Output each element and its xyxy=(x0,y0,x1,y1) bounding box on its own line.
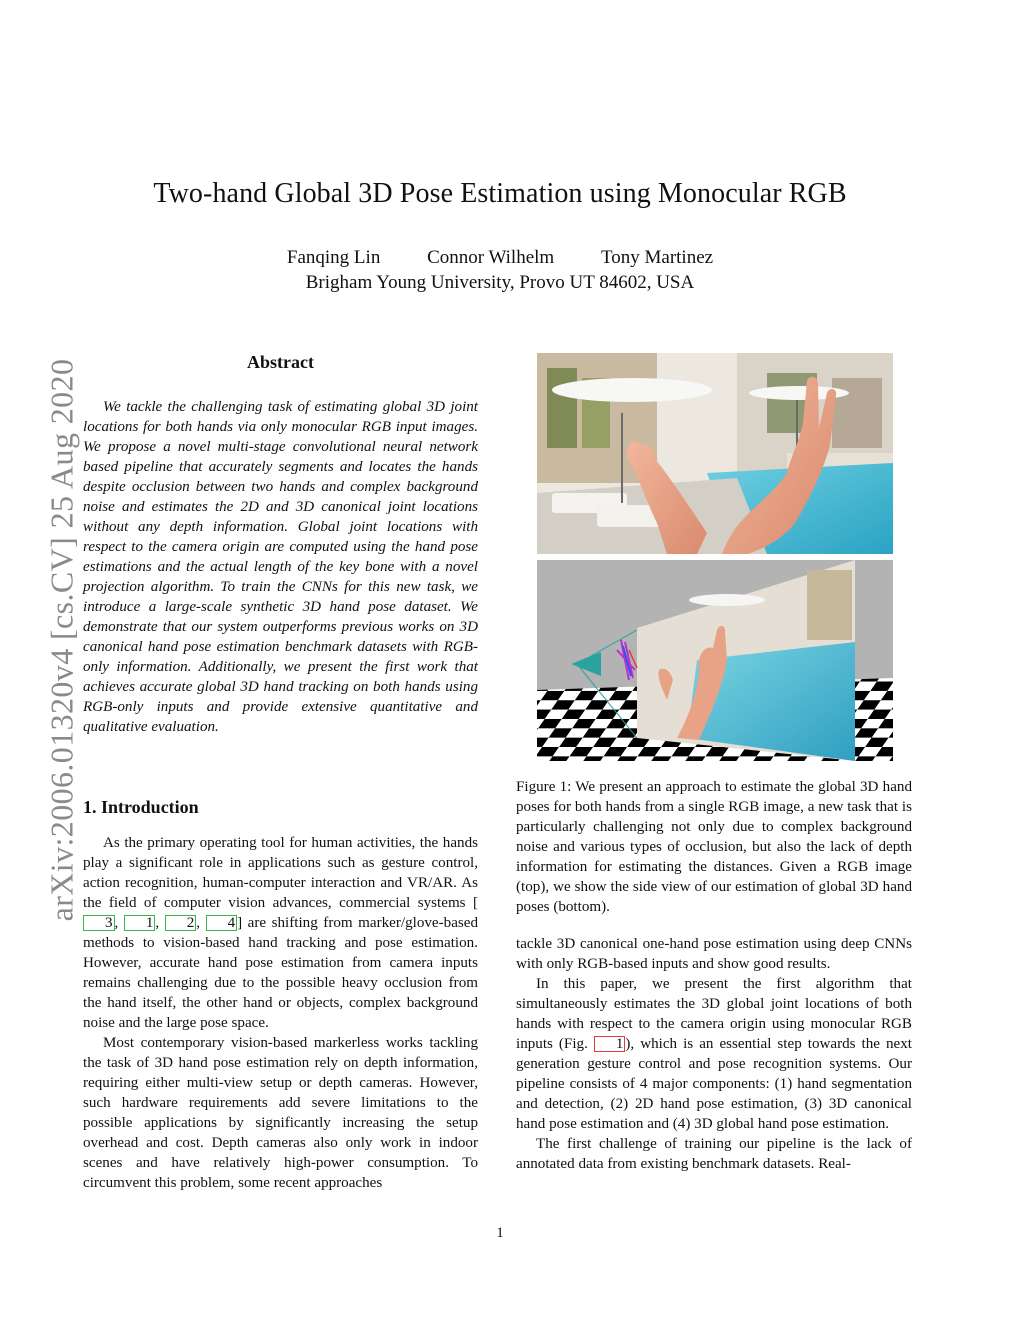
introduction-heading: 1. Introduction xyxy=(83,797,199,817)
figure-photo-top xyxy=(537,353,893,554)
intro-paragraph-4: The first challenge of training our pipeline is the lack of annotated data from existing benchmark datasets. Real- xyxy=(516,1136,912,1172)
figure-render-bottom xyxy=(537,560,893,761)
author-name: Fanqing Lin xyxy=(286,247,381,268)
abstract-text xyxy=(83,397,478,737)
citation-link[interactable]: 2 xyxy=(165,915,197,931)
abstract-paragraph: We tackle the challenging task of estimating global 3D joint locations for both hands via only monocular RGB input images. We propose a novel multi-stage convolutional neural network based pipeline that accurately segments and locates the hands despite occlusion between two hands and complex background noise and estimates the 2D and 3D canonical joint locations without any depth information. Global joint locations with respect to the camera origin are computed using the hand pose estimations and the actual length of the key bone with a novel projection algorithm. To train the CNNs for this new task, we introduce a large-scale synthetic 3D hand pose dataset. We demonstrate that our system outperforms previous works on 3D canonical hand pose estimation benchmark datasets with RGB-only information. Additionally, we present the first work that achieves accurate global 3D hand tracking on both hands using RGB-only inputs and provide extensive quantitative and qualitative evaluation. xyxy=(83,399,478,735)
author-name: Tony Martinez xyxy=(600,247,714,268)
author-block xyxy=(0,245,1000,295)
caption-text: Figure 1: We present an approach to estimate the global 3D hand poses for both hands from a single RGB image, a new task that is particularly challenging not only due to complex background noise and various types of occlusion, but also the lack of depth information for estimating the distances. Given a RGB image (top), we show the side view of our estimation of global 3D hand poses (bottom). xyxy=(516,779,912,915)
abstract-heading: Abstract xyxy=(247,352,314,372)
intro-paragraph-3: In this paper, we present the first algorithm that simultaneously estimates the 3D global joint locations of both hands with respect to the camera origin using monocular RGB inputs (Fig. 1 ), which is an essential step towards the next generation gesture control and pose recognition systems. Our pipeline consists of 4 major components: (1) hand segmentation and detection, (2) 2D hand pose estimation, (3) 3D canonical hand pose estimation and (4) 3D global hand pose estimation. xyxy=(516,976,912,1132)
affiliation: Brigham Young University, Provo UT 84602, USA xyxy=(305,272,695,293)
global-pose-side-view xyxy=(537,560,893,761)
introduction-right-column xyxy=(516,934,912,1174)
intro-paragraph-2: Most contemporary vision-based markerless works tackling the task of 3D hand pose estimation rely on depth information, requiring either multi-view setup or depth cameras. However, such hardware requirements add severe limitations to the possible applications by significantly increasing the setup overhead and cost. Depth cameras also only work in indoor scenes and have relatively high-power consumption. To circumvent this problem, some recent approaches xyxy=(83,1035,478,1191)
figure-ref-link[interactable]: 1 xyxy=(594,1036,626,1052)
figure-caption xyxy=(516,777,912,917)
author-names xyxy=(0,245,1000,270)
citation-link[interactable]: 1 xyxy=(124,915,156,931)
intro-paragraph-1: As the primary operating tool for human activities, the hands play a significant role in applications such as gesture control, action recognition, human-computer interaction and VR/AR. As the field of computer vision advances, commercial systems [3 , 1 , 2 , 4 ] are shifting from marker/glove-based methods to vision-based hand tracking and pose estimation. However, accurate hand pose estimation from camera inputs remains challenging due to the possible heavy occlusion from the hand itself, the other hand or objects, complex background noise and the large pose space. xyxy=(83,835,479,1031)
intro-paragraph-continued: tackle 3D canonical one-hand pose estimation using deep CNNs with only RGB-based inputs and show good results. xyxy=(516,936,912,972)
introduction-left-column xyxy=(83,833,478,1193)
page-number: 1 xyxy=(496,1225,504,1241)
paper-title: Two-hand Global 3D Pose Estimation using Monocular RGB xyxy=(153,178,847,209)
author-name: Connor Wilhelm xyxy=(427,247,555,268)
citation-link[interactable]: 4 xyxy=(206,915,238,931)
arxiv-identifier: arXiv:2006.01320v4 [cs.CV] 25 Aug 2020 xyxy=(43,358,80,922)
citation-link[interactable]: 3 xyxy=(83,915,115,931)
rgb-input-image xyxy=(537,353,893,554)
